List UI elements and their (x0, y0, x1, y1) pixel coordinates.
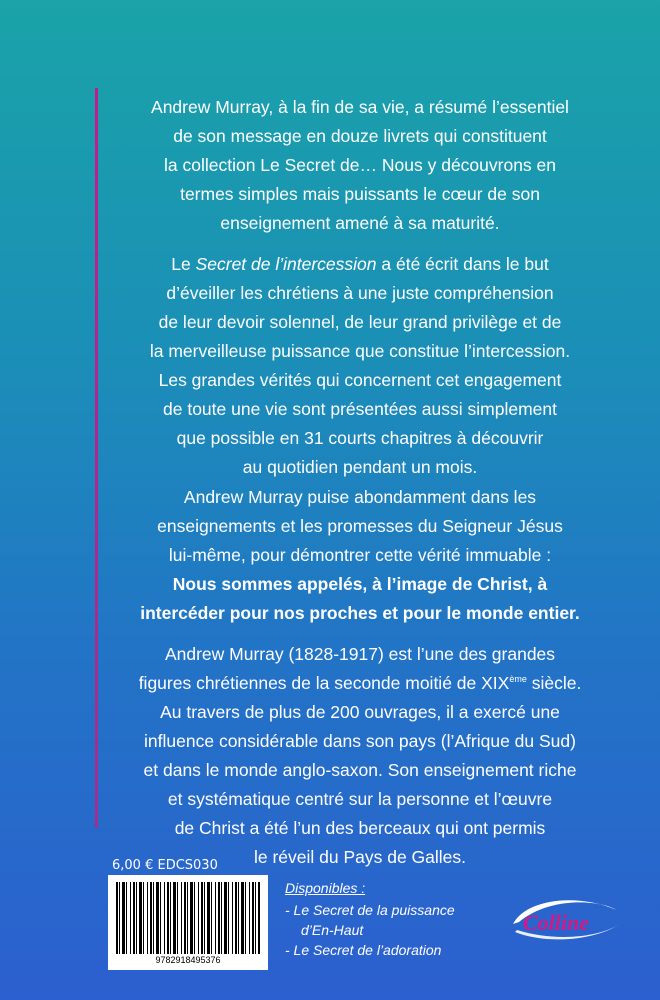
text-line: et dans le monde anglo-saxon. Son enseignement riche (143, 760, 577, 780)
paragraph-message (110, 483, 610, 628)
available-heading: Disponibles : (285, 880, 366, 896)
text-line: de son message en douze livrets qui constituent (173, 126, 547, 146)
text-line: de toute une vie sont présentées aussi simplement (163, 399, 557, 419)
text-line: et systématique centré sur la personne et l’œuvre (167, 789, 553, 809)
price-code: 6,00 € EDCS030 (112, 858, 218, 873)
text-line (110, 669, 610, 698)
available-item: - Le Secret de la puissance (285, 902, 455, 918)
text-fragment: figures chrétiennes de la seconde moitié de XIX (138, 673, 510, 693)
barcode (108, 875, 268, 970)
text-fragment: siècle. (526, 673, 582, 693)
text-line: enseignement amené à sa maturité. (220, 213, 500, 233)
paragraph-book (110, 250, 610, 482)
text-line: la merveilleuse puissance que constitue l’intercession. (149, 341, 571, 361)
available-item-continuation: d’En-Haut (301, 922, 364, 938)
text-fragment: a été écrit dans le but (376, 254, 549, 274)
text-line: le réveil du Pays de Galles. (253, 847, 467, 867)
publisher-logo (505, 892, 630, 950)
text-line: Au travers de plus de 200 ouvrages, il a exercé une (160, 702, 560, 722)
text-line: Les grandes vérités qui concernent cet engagement (158, 370, 562, 390)
bold-line: intercéder pour nos proches et pour le monde entier. (140, 603, 580, 623)
text-line: que possible en 31 courts chapitres à découvrir (176, 428, 544, 448)
barcode-bars (116, 882, 260, 954)
text-line (110, 250, 610, 279)
paragraph-author (110, 640, 610, 872)
superscript: ème (509, 674, 527, 684)
text-line: de Christ a été l’un des berceaux qui ont permis (174, 818, 546, 838)
accent-line (95, 88, 98, 828)
text-line: d’éveiller les chrétiens à une juste compréhension (166, 283, 554, 303)
bold-line: Nous sommes appelés, à l’image de Christ, à (172, 574, 548, 594)
text-line: lui-même, pour démontrer cette vérité immuable : (168, 545, 552, 565)
text-line: Andrew Murray puise abondamment dans les (183, 487, 537, 507)
text-line: de leur devoir solennel, de leur grand privilège et de (158, 312, 562, 332)
publisher-name: Colline (523, 910, 590, 935)
book-title: Secret de l’intercession (195, 254, 377, 274)
text-line: la collection Le Secret de… Nous y découvrons en (163, 155, 557, 175)
isbn-number: 9782918495376 (155, 955, 221, 965)
text-line: Andrew Murray, à la fin de sa vie, a résumé l’essentiel (151, 97, 569, 117)
text-line: influence considérable dans son pays (l’Afrique du Sud) (144, 731, 576, 751)
text-fragment: Le (171, 254, 196, 274)
text-line: enseignements et les promesses du Seigneur Jésus (157, 516, 563, 536)
paragraph-intro (110, 93, 610, 238)
available-titles (285, 878, 515, 960)
text-line: termes simples mais puissants le cœur de son (180, 184, 540, 204)
text-line: au quotidien pendant un mois. (242, 457, 478, 477)
available-item: - Le Secret de l’adoration (285, 942, 442, 958)
text-line: Andrew Murray (1828-1917) est l’une des grandes (164, 644, 556, 664)
